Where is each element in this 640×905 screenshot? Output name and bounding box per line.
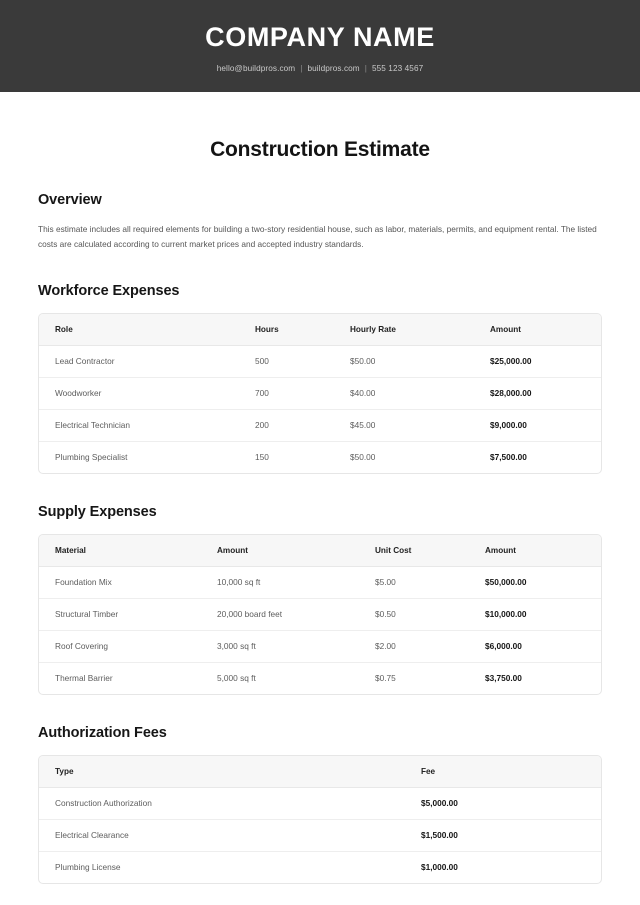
table-row [39, 566, 601, 598]
fees-table [39, 756, 601, 883]
cell-role: Plumbing Specialist [55, 452, 128, 463]
cell-type: Electrical Clearance [39, 819, 405, 851]
table-header-row [39, 314, 601, 346]
table-row [39, 630, 601, 662]
supply-table [39, 535, 601, 694]
cell-unit-cost: $2.00 [359, 630, 469, 662]
cell-unit-cost: $5.00 [359, 566, 469, 598]
cell-material: Foundation Mix [39, 566, 201, 598]
contact-email: hello@buildpros.com [216, 64, 296, 74]
document-title: Construction Estimate [210, 138, 430, 161]
column-header-quantity: Amount [201, 535, 359, 567]
cell-rate: $50.00 [350, 452, 376, 463]
table-row [39, 787, 601, 819]
cell-hours: 150 [255, 452, 269, 463]
table-row [39, 851, 601, 883]
column-header-role: Role [39, 314, 239, 346]
cell-fee: $5,000.00 [405, 787, 601, 819]
table-row [39, 377, 601, 409]
cell-role: Woodworker [39, 377, 239, 409]
cell-unit-cost: $0.75 [375, 673, 396, 684]
table-row [39, 819, 601, 851]
cell-material: Roof Covering [39, 630, 201, 662]
cell-role: Electrical Technician [39, 409, 239, 441]
cell-type: Construction Authorization [39, 787, 405, 819]
cell-amount: $25,000.00 [474, 345, 601, 377]
contact-phone: 555 123 4567 [371, 64, 424, 74]
cell-rate: $50.00 [334, 345, 474, 377]
overview-heading: Overview [38, 192, 102, 208]
overview-section [38, 192, 602, 253]
cell-fee: $1,500.00 [405, 819, 601, 851]
fees-section [38, 725, 602, 884]
supply-section [38, 504, 602, 695]
cell-amount: $10,000.00 [469, 598, 601, 630]
cell-role: Lead Contractor [39, 345, 239, 377]
company-name: COMPANY NAME [205, 21, 435, 52]
cell-hours: 700 [239, 377, 334, 409]
workforce-table-card [38, 313, 602, 474]
cell-amount: $50,000.00 [469, 566, 601, 598]
workforce-table [39, 314, 601, 473]
column-header-hours: Hours [239, 314, 334, 346]
table-header-row [39, 756, 601, 788]
table-header-row [39, 535, 601, 567]
column-header-type: Type [39, 756, 405, 788]
fees-heading: Authorization Fees [38, 724, 167, 741]
cell-unit-cost: $0.50 [359, 598, 469, 630]
document-body [0, 138, 640, 884]
cell-quantity: 5,000 sq ft [217, 673, 256, 684]
document-letterhead [0, 0, 640, 92]
cell-hours: 500 [239, 345, 334, 377]
contact-separator-1: | [300, 64, 303, 74]
column-header-fee: Fee [405, 756, 601, 788]
table-row [39, 345, 601, 377]
table-row [39, 409, 601, 441]
column-header-unit-cost: Unit Cost [359, 535, 469, 567]
cell-amount: $6,000.00 [469, 630, 601, 662]
cell-type: Plumbing License [55, 862, 121, 873]
cell-quantity: 10,000 sq ft [201, 566, 359, 598]
contact-website: buildpros.com [307, 64, 360, 74]
column-header-amount: Amount [469, 535, 601, 567]
cell-quantity: 20,000 board feet [201, 598, 359, 630]
cell-amount: $28,000.00 [474, 377, 601, 409]
supply-heading: Supply Expenses [38, 503, 157, 520]
column-header-material: Material [39, 535, 201, 567]
workforce-heading: Workforce Expenses [38, 282, 180, 299]
cell-quantity: 3,000 sq ft [201, 630, 359, 662]
cell-amount: $3,750.00 [485, 673, 522, 684]
table-row [39, 441, 601, 473]
overview-paragraph: This estimate includes all required elements for building a two-story residential house, such as labor, materials, permits, and equipment rental. The listed costs are calculated according to current market prices and accepted industry standards. [38, 224, 597, 250]
workforce-section [38, 283, 602, 474]
fees-table-card [38, 755, 602, 884]
contact-separator-2: | [364, 64, 367, 74]
column-header-hourly-rate: Hourly Rate [334, 314, 474, 346]
table-row [39, 598, 601, 630]
cell-material: Thermal Barrier [55, 673, 113, 684]
cell-amount: $9,000.00 [474, 409, 601, 441]
contact-info [217, 64, 424, 73]
cell-material: Structural Timber [39, 598, 201, 630]
cell-amount: $7,500.00 [490, 452, 527, 463]
cell-rate: $45.00 [334, 409, 474, 441]
table-row [39, 662, 601, 694]
cell-fee: $1,000.00 [421, 862, 458, 873]
cell-rate: $40.00 [334, 377, 474, 409]
supply-table-card [38, 534, 602, 695]
column-header-amount: Amount [474, 314, 601, 346]
cell-hours: 200 [239, 409, 334, 441]
